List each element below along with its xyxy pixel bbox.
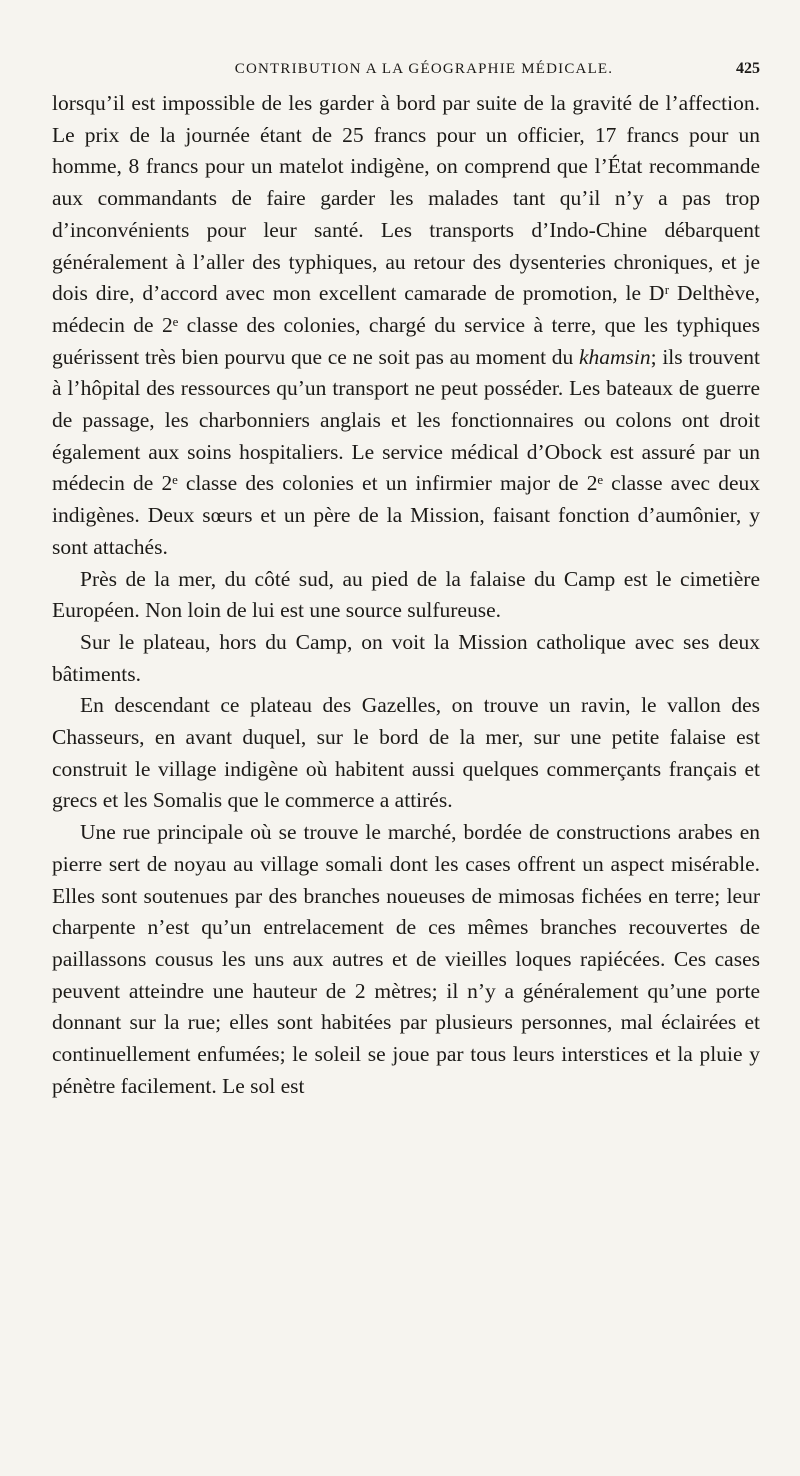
paragraph-text-part: ; ils trouvent à l’hôpital des ressources qu’un transport ne peut posséder. Les bateaux de guerre de passage, les charbonniers anglais et les fonctionnaires ou colons ont droit également aux soins hospitaliers. Le service médical d’Obock est assuré par un médecin de 2ᵉ classe des colonies et un infirmier major de 2ᵉ classe avec deux indigènes. Deux sœurs et un père de la Mission, faisant fonction d’aumônier, y sont attachés. (52, 344, 760, 559)
running-header (52, 60, 760, 78)
italic-term: khamsin (578, 344, 651, 369)
body-text (52, 88, 760, 1103)
paragraph-village: En descendant ce plateau des Gazelles, on trouve un ravin, le vallon des Chasseurs, en avant duquel, sur le bord de la mer, sur une petite falaise est construit le village indigène où habitent aussi quelques commerçants français et grecs et les Somalis que le commerce a attirés. (52, 693, 760, 813)
paragraph-continued (52, 88, 760, 564)
paragraph-street: Une rue principale où se trouve le marché, bordée de constructions arabes en pierre sert de noyau au village somali dont les cases offrent un aspect misérable. Elles sont soutenues par des branches noueuses de mimosas fichées en terre; leur charpente n’est qu’un entrelacement de ces mêmes branches recouvertes de paillassons cousus les uns aux autres et de vieilles loques rapiécées. Ces cases peuvent atteindre une hauteur de 2 mètres; il n’y a généralement qu’une porte donnant sur la rue; elles sont habitées par plusieurs personnes, mal éclairées et continuellement enfumées; le soleil se joue par tous leurs interstices et la pluie y pénètre facilement. Le sol est (52, 820, 760, 1098)
page-number: 425 (736, 60, 760, 77)
running-title: CONTRIBUTION A LA GÉOGRAPHIE MÉDICALE. (234, 61, 614, 77)
paragraph-text-part: lorsqu’il est impossible de les garder à bord par suite de la gravité de l’affection. Le prix de la journée étant de 25 francs pour un officier, 17 francs pour un homme, 8 francs pour un matelot indigène, on comprend que l’État recommande aux commandants de faire garder les malades tant qu’il n’y a pas trop d’inconvénients pour leur santé. Les transports d’Indo-Chine débarquent généralement à l’aller des typhiques, au retour des dysenteries chroniques, et je dois dire, d’accord avec mon excellent camarade de promotion, le Dʳ Delthève, médecin de 2ᵉ classe des colonies, chargé du service à terre, que les typhiques guérissent très bien pourvu que ce ne soit pas au moment du (52, 91, 760, 369)
paragraph-cemetery: Près de la mer, du côté sud, au pied de la falaise du Camp est le cimetière Européen. Non loin de lui est une source sulfureuse. (52, 566, 760, 623)
paragraph-mission: Sur le plateau, hors du Camp, on voit la Mission catholique avec ses deux bâtiments. (52, 629, 760, 686)
